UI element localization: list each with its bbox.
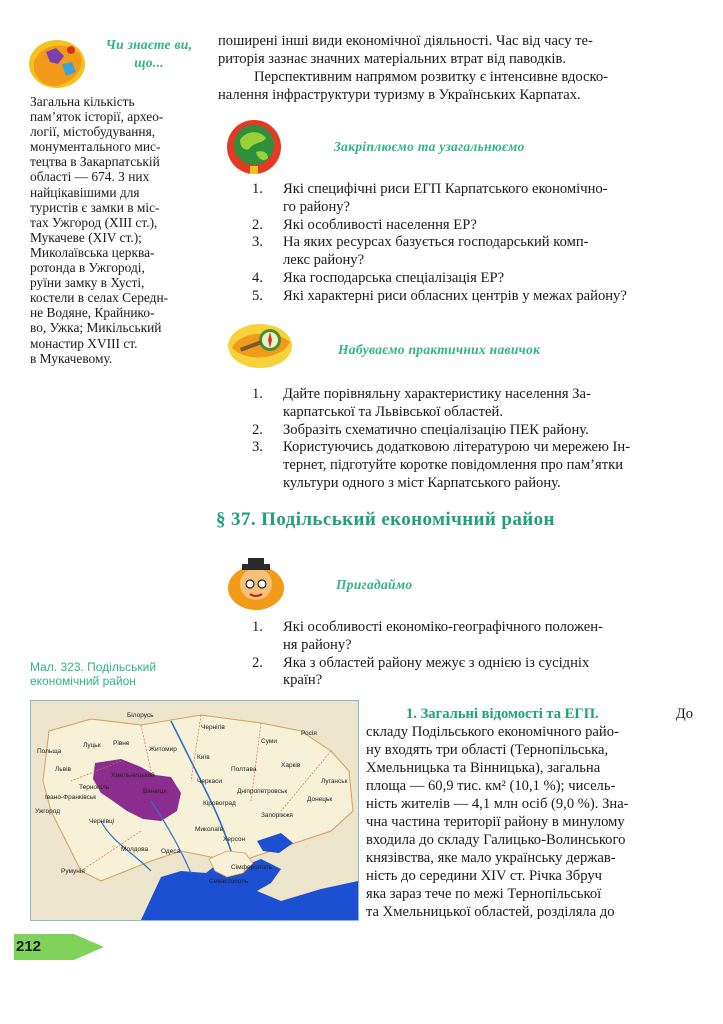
- sidebar-line: логії, містобудування,: [30, 124, 156, 140]
- list-item-line: ня району?: [283, 636, 352, 653]
- list-item-number: 4.: [252, 269, 263, 286]
- review-list: [252, 181, 692, 306]
- sidebar-line: монументального мис-: [30, 139, 161, 155]
- map-label-ternopil: Тернопіль: [79, 784, 110, 791]
- list-item-line: Дайте порівняльну характеристику населення За-: [283, 386, 591, 402]
- sidebar-line: монастир XVIII ст.: [30, 335, 138, 351]
- list-item-number: 2.: [252, 654, 263, 671]
- map-label-zhytomyr: Житомир: [149, 746, 177, 753]
- map-label-rivne: Рівне: [113, 740, 130, 747]
- sidebar-line: тецтва в Закарпатській: [30, 154, 160, 170]
- intro-line: риторія зазнає значних матеріальних втрат від паводків.: [218, 51, 567, 67]
- map-label-sevastopol: Севастополь: [209, 878, 249, 885]
- map-label-poltava: Полтава: [231, 766, 257, 773]
- general-info-line: яка зараз тече по межі Тернопільської: [366, 886, 602, 902]
- list-item-number: 1.: [252, 181, 263, 197]
- recall-heading: Пригадаймо: [336, 577, 413, 592]
- general-info-line: складу Подільського економічного райо-: [366, 724, 619, 740]
- intro-line: Перспективним напрямом розвитку є інтенсивне вдоско-: [254, 69, 609, 85]
- intro-line: поширені інші види економічної діяльності. Час від часу те-: [218, 33, 593, 49]
- list-item-line: Які особливості населення ЕР?: [283, 216, 477, 233]
- list-item-line: Які особливості економіко-географічного положен-: [283, 619, 603, 635]
- map-label-uzhhorod: Ужгород: [35, 808, 60, 815]
- map-label-cherkasy: Черкаси: [197, 778, 223, 785]
- list-item-number: 2.: [252, 421, 263, 438]
- list-item: [252, 619, 692, 655]
- list-item-line: На яких ресурсах базується господарський комп-: [283, 234, 589, 251]
- sidebar-line: не Водяне, Крайнико-: [30, 305, 155, 321]
- sidebar-line: руїни замку в Хусті,: [30, 275, 145, 291]
- list-item-line: го району?: [283, 198, 351, 215]
- general-info-lead: 1. Загальні відомості та ЕГП.: [406, 706, 599, 722]
- sidebar-line: тах Ужгород (XIII ст.),: [30, 214, 158, 230]
- map-label-moldova: Молдова: [121, 846, 149, 853]
- general-info-line: ність до середини XIV ст. Річка Збруч: [366, 868, 602, 884]
- page-number: 212: [16, 938, 42, 955]
- map-label-belarus: Білорусь: [127, 712, 154, 719]
- sidebar-line: туристів є замки в міс-: [30, 199, 160, 215]
- review-heading: Закріплюємо та узагальнюємо: [334, 139, 525, 154]
- map-label-simferopol: Сімферополь: [231, 864, 272, 871]
- map-label-odesa: Одеса: [161, 848, 181, 855]
- map-label-russia: Росія: [301, 730, 317, 737]
- sidebar-line: ротонда в Ужгороді,: [30, 260, 145, 276]
- sidebar-fact-text: [30, 94, 205, 366]
- list-item: [252, 422, 692, 440]
- list-item-line: країн?: [283, 672, 323, 689]
- intro-line: налення інфраструктури туризму в Українських Карпатах.: [218, 87, 581, 103]
- map-label-kharkiv: Харків: [281, 762, 301, 769]
- map-label-kherson: Херсон: [223, 836, 246, 843]
- map-label-ivano-frankivsk: Івано-Франківськ: [45, 794, 97, 801]
- list-item-number: 2.: [252, 216, 263, 233]
- globe-icon: [224, 118, 284, 176]
- practice-list: [252, 386, 692, 493]
- sidebar-line: во, Ужка; Микільський: [30, 320, 162, 336]
- map-label-chernivtsi: Чернівці: [89, 818, 115, 825]
- sidebar-line: в Мукачевому.: [30, 350, 113, 366]
- map-caption-line: Мал. 323. Подільський: [30, 660, 157, 674]
- list-item-line: Які характерні риси обласних центрів у межах району?: [283, 287, 627, 304]
- map-caption-line: економічний район: [30, 674, 136, 688]
- list-item-line: культури одного з міст Карпатського району.: [283, 474, 561, 491]
- map-label-lutsk: Луцьк: [83, 742, 101, 749]
- map-label-poland: Польща: [37, 748, 62, 755]
- list-item-line: Яка з областей району межує з однією із сусідніх: [283, 654, 590, 671]
- general-info-paragraph: [366, 705, 693, 921]
- list-item-line: Які специфічні риси ЕГП Карпатського економічно-: [283, 181, 608, 197]
- intro-paragraph: [218, 32, 692, 104]
- list-item-line: Користуючись додатковою літературою чи мережею Ін-: [283, 439, 631, 456]
- list-item: [252, 234, 692, 270]
- student-icon: [226, 556, 286, 612]
- list-item: [252, 270, 692, 288]
- did-you-know-heading-text: Чи знаєте ви, що...: [105, 37, 193, 70]
- list-item-number: 1.: [252, 619, 263, 635]
- general-info-line: ну входять три області (Тернопільська,: [366, 742, 609, 758]
- list-item: [252, 386, 692, 422]
- sidebar-line: Миколаївська церква-: [30, 244, 155, 260]
- map-label-dnipro: Дніпропетровськ: [237, 788, 288, 795]
- list-item-line: карпатської та Львівської областей.: [283, 403, 503, 420]
- general-info-line: чна частина території району в минулому: [366, 814, 625, 830]
- practice-heading: Набуваємо практичних навичок: [338, 342, 541, 357]
- sidebar-line: Загальна кількість: [30, 94, 135, 109]
- sidebar-line: пам’яток історії, архео-: [30, 109, 164, 125]
- list-item-number: 5.: [252, 287, 263, 304]
- list-item: [252, 288, 692, 306]
- list-item: [252, 217, 692, 235]
- map-label-romania: Румунія: [61, 868, 85, 875]
- general-info-line: князівства, яке мало українську держав-: [366, 850, 616, 866]
- general-info-first-line: [366, 705, 693, 723]
- general-info-line: та Хмельницької областей, розділяла до: [366, 904, 615, 920]
- map-label-khmelnytskyi: Хмельницький: [111, 772, 155, 779]
- sidebar-line: найцікавішими для: [30, 184, 140, 200]
- list-item-line: Зобразіть схематично спеціалізацію ПЕК району.: [283, 421, 589, 438]
- map-label-zaporizhzhia: Запоріжжя: [261, 812, 293, 819]
- general-info-lead-tail: До: [675, 706, 693, 722]
- section-title: § 37. Подільський економічний район: [216, 509, 555, 530]
- map-label-kirovohrad: Кіровоград: [203, 800, 236, 807]
- general-info-line: Хмельницька та Вінницька), загальна: [366, 760, 601, 776]
- general-info-line: площа — 60,9 тис. км² (10,1 %); чисель-: [366, 778, 616, 794]
- list-item: [252, 655, 692, 691]
- map-label-vinnytsia: Вінниця: [143, 788, 167, 795]
- list-item: [252, 181, 692, 217]
- list-item-number: 1.: [252, 386, 263, 402]
- general-info-line: входила до складу Галицько-Волинського: [366, 832, 626, 848]
- did-you-know-heading: [104, 36, 194, 72]
- list-item-line: лекс району?: [283, 252, 365, 269]
- map-caption: [30, 660, 200, 688]
- list-item-number: 3.: [252, 439, 263, 456]
- map-label-kyiv: Київ: [197, 754, 210, 761]
- map-label-mykolaiv: Миколаїв: [195, 826, 224, 833]
- map-label-donetsk: Донецьк: [307, 796, 333, 803]
- sidebar-line: області — 674. З них: [30, 169, 150, 185]
- recall-list: [252, 619, 692, 690]
- sidebar-line: костели в селах Середн-: [30, 290, 169, 306]
- general-info-line: ність жителів — 4,1 млн осіб (9,0 %). Зна-: [366, 796, 629, 812]
- did-you-know-icon: [26, 34, 88, 90]
- sidebar-line: Мукачеве (XIV ст.);: [30, 229, 142, 245]
- list-item-line: Яка господарська спеціалізація ЕР?: [283, 269, 505, 286]
- map-label-chernihiv: Чернігів: [201, 724, 225, 731]
- list-item-number: 3.: [252, 234, 263, 251]
- compass-icon: [226, 318, 298, 370]
- map-label-luhansk: Луганськ: [321, 778, 348, 785]
- region-map: [30, 700, 359, 921]
- map-label-sumy: Суми: [261, 738, 277, 745]
- map-label-lviv: Львів: [55, 766, 72, 773]
- list-item-line: тернет, підготуйте коротке повідомлення про пам’ятки: [283, 457, 624, 474]
- list-item: [252, 439, 692, 492]
